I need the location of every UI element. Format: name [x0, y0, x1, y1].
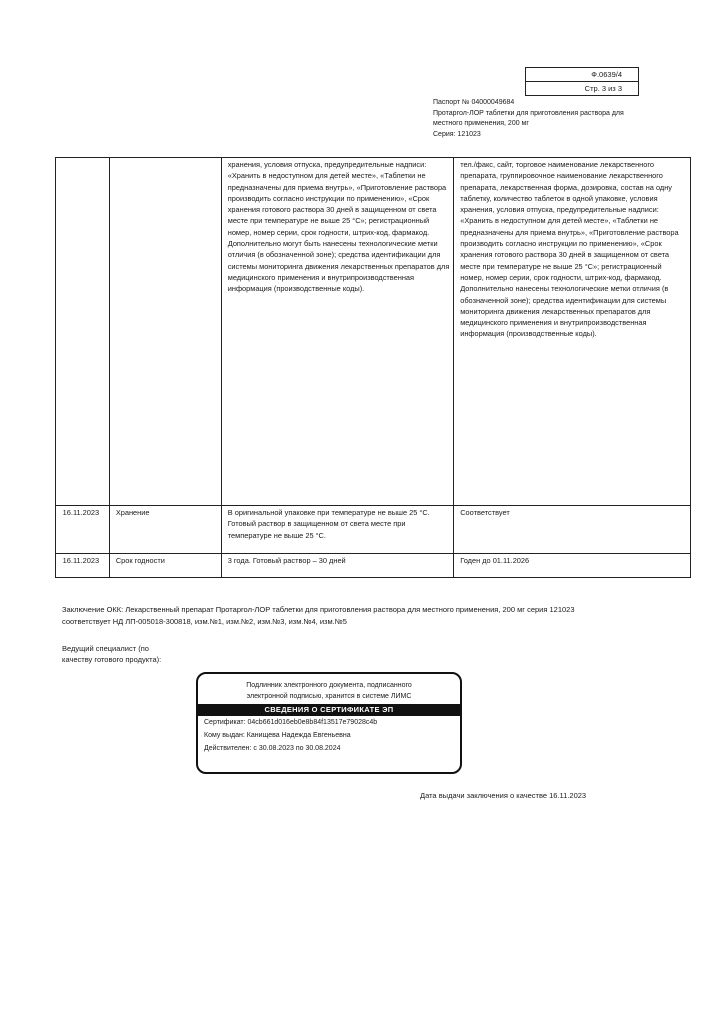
row-requirement: 3 года. Готовый раствор – 30 дней — [221, 554, 453, 578]
table-row — [56, 158, 691, 506]
issue-date: Дата выдачи заключения о качестве 16.11.2023 — [420, 791, 587, 800]
table-row — [56, 506, 691, 554]
passport-series: Серия: 121023 — [433, 130, 481, 138]
page-number: Стр. 3 из 3 — [526, 81, 638, 95]
conclusion-text: Заключение ОКК: Лекарственный препарат Протаргол-ЛОР таблетки для приготовления раствора для местного применения, 200 мг серия 121023 соответствует НД ЛП-005018-300818, изм.№1, изм.№2, изм.№3, изм.№4, изм.№5 — [62, 605, 575, 626]
passport-product: Протаргол-ЛОР таблетки для приготовления раствора для местного применения, 200 мг — [433, 109, 624, 127]
row-date — [56, 158, 110, 506]
row-result: тел./факс, сайт, торговое наименование лекарственного препарата, группировочное наименование лекарственного препарата, лекарственная форма, дозировка, состав на одну таблетку, количество таблеток в одной упаковке, условия хранения, условия отпуска, предупредительные надписи: «Хранить в недоступном для детей месте», «Таблетки не предназначены для приема внутрь», «Приготовление раствора производить согласно инструкции по применению», «Срок хранения готового раствора 30 дней в защищенном от света месте при температуре не выше 25 °С»; регистрационный номер, номер серии, срок годности, штрих-код, фармакод. Дополнительно нанесены технологические метки отличия (в обозначенной зоне); средства идентификации для системы мониторинга движения лекарственных препаратов для медицинского применения и внутрипроизводственная информация (производственные коды). — [454, 158, 691, 506]
row-result: Соответствует — [454, 506, 691, 554]
e-signature-stamp — [196, 672, 462, 774]
passport-number: Паспорт № 04000049684 — [433, 99, 515, 106]
form-code: Ф.0639/4 — [591, 70, 622, 79]
row-requirement: В оригинальной упаковке при температуре не выше 25 °С. Готовый раствор в защищенном от света месте при температуре не выше 25 °С. — [221, 506, 453, 554]
quality-table — [55, 157, 691, 578]
row-result: Годен до 01.11.2026 — [454, 554, 691, 578]
stamp-original-text: Подлинник электронного документа, подписанного электронной подписью, хранится в системе ЛИМС — [246, 682, 412, 700]
passport-block — [433, 98, 633, 140]
stamp-certificate: Сертификат: 04cb661d016eb0e8b84f13517e79028c4b — [204, 719, 378, 726]
stamp-certificate-bar: СВЕДЕНИЯ О СЕРТИФИКАТЕ ЭП — [198, 704, 460, 716]
row-parameter: Срок годности — [109, 554, 221, 578]
table-row — [56, 554, 691, 578]
form-code-box — [525, 67, 639, 96]
row-parameter: Хранение — [109, 506, 221, 554]
row-requirement: хранения, условия отпуска, предупредительные надписи: «Хранить в недоступном для детей месте», «Таблетки не предназначены для приема внутрь», «Приготовление раствора производить согласно инструкции по применению», «Срок хранения готового раствора 30 дней в защищенном от света месте при температуре не выше 25 °С»; регистрационный номер, номер серии, срок годности, штрих-код, фармакод. Дополнительно могут быть нанесены технологические метки отличия (в обозначенной зоне); средства идентификации для системы мониторинга движения лекарственных препаратов для медицинского применения и внутрипроизводственная информация (производственные коды). — [221, 158, 453, 506]
stamp-issued-to: Кому выдан: Канищева Надежда Евгеньевна — [204, 732, 351, 739]
row-date: 16.11.2023 — [56, 554, 110, 578]
stamp-valid: Действителен: с 30.08.2023 по 30.08.2024 — [204, 745, 341, 752]
specialist-label: Ведущий специалист (по качеству готового продукта): — [62, 644, 162, 664]
row-parameter — [109, 158, 221, 506]
row-date: 16.11.2023 — [56, 506, 110, 554]
